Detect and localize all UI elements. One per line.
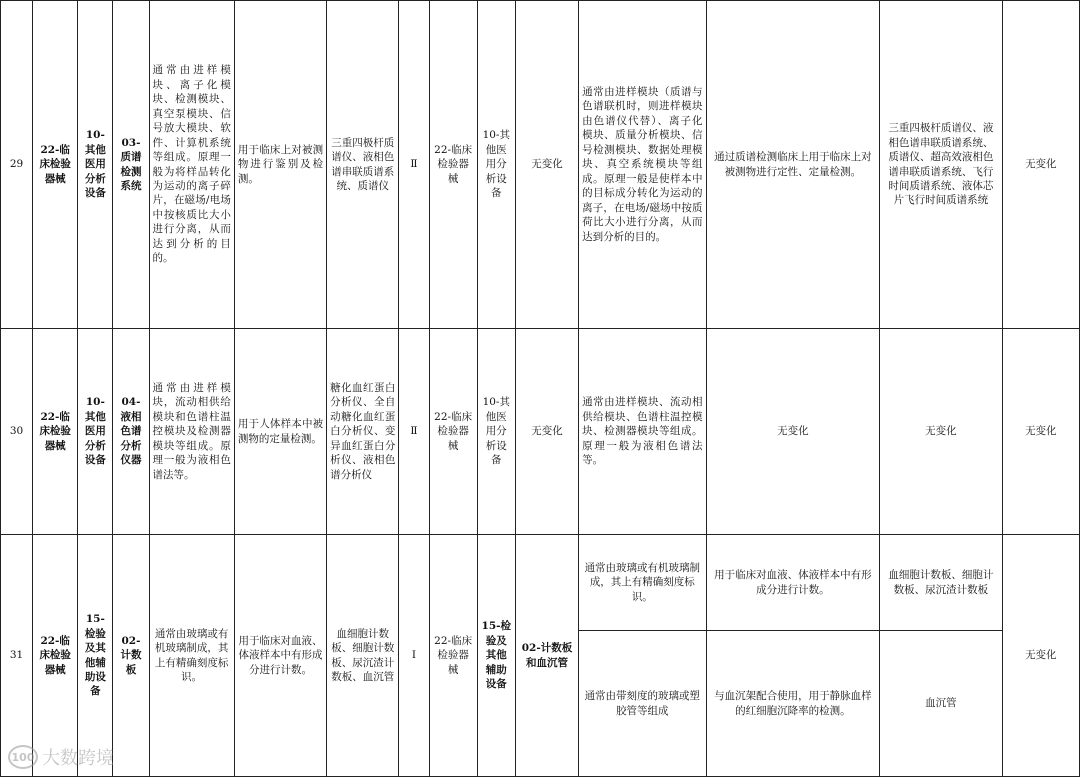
new-product-description: 通常由进样模块、流动相供给模块、色谱柱温控模块、检测器模块等组成。原理一般为液相色谱法等。 — [579, 329, 706, 535]
new-category-level-1: 22-临床检验器械 — [429, 329, 477, 535]
product-description: 通常由进样模块，流动相供给模块和色谱柱温控模块及检测器模块等组成。原理一般为液相色谱法等。 — [149, 329, 234, 535]
category-level-1: 22-临床检验器械 — [33, 535, 78, 777]
new-category-level-1: 22-临床检验器械 — [429, 535, 477, 777]
product-description: 通常由玻璃或有机玻璃制成，其上有精确刻度标识。 — [149, 535, 234, 777]
category-level-2: 15-检验及其他辅助设备 — [78, 535, 113, 777]
category-level-3: 03-质谱检测系统 — [113, 1, 149, 329]
category-level-1: 22-临床检验器械 — [33, 1, 78, 329]
intended-use: 用于临床对血液、体液样本中有形成分进行计数。 — [234, 535, 326, 777]
new-product-description: 通常由进样模块（质谱与色谱联机时，则进样模块由色谱仪代替）、离子化模块、质量分析模块、信号检测模块、数据处理模块、真空系统模块等组成。原理一般是使样本中的目标成分转化为运动的离子，在电场/磁场中按质荷比大小进行分离，从而达到分析的目的。 — [579, 1, 706, 329]
product-description: 通常由进样模块、离子化模块、检测模块、真空泵模块、信号放大模块、软件、计算机系统等组成。原理一般为将样品转化为运动的离子碎片，在磁场/电场中按核质比大小进行分离，从而达到分析的目的。 — [149, 1, 234, 329]
new-category-level-2: 10-其他医用分析设备 — [477, 1, 515, 329]
new-product-examples: 无变化 — [880, 329, 1002, 535]
product-examples: 糖化血红蛋白分析仪、全自动糖化血红蛋白分析仪、变异血红蛋白分析仪、液相色谱分析仪 — [327, 329, 399, 535]
new-product-examples: 血沉管 — [880, 631, 1002, 777]
management-class: Ⅱ — [399, 1, 429, 329]
table-row — [1, 535, 1080, 631]
new-management-class: 无变化 — [1002, 329, 1079, 535]
new-management-class: 无变化 — [1002, 535, 1079, 777]
new-intended-use: 与血沉架配合使用，用于静脉血样的红细胞沉降率的检测。 — [706, 631, 880, 777]
category-level-1: 22-临床检验器械 — [33, 329, 78, 535]
product-examples: 三重四极杆质谱仪、液相色谱串联质谱系统、质谱仪 — [327, 1, 399, 329]
new-category-level-2: 10-其他医用分析设备 — [477, 329, 515, 535]
new-intended-use: 通过质谱检测临床上用于临床上对被测物进行定性、定量检测。 — [706, 1, 880, 329]
new-category-level-3: 02-计数板和血沉管 — [515, 535, 578, 777]
row-number: 29 — [1, 1, 33, 329]
row-number: 30 — [1, 329, 33, 535]
new-product-description: 通常由玻璃或有机玻璃制成，其上有精确刻度标识。 — [579, 535, 706, 631]
new-product-examples: 三重四极杆质谱仪、液相色谱串联质谱系统、质谱仪、超高效液相色谱串联质谱系统、飞行时间质谱系统、液体芯片飞行时间质谱系统 — [880, 1, 1002, 329]
watermark-logo: 100 — [8, 745, 38, 769]
intended-use: 用于人体样本中被测物的定量检测。 — [234, 329, 326, 535]
management-class: Ⅰ — [399, 535, 429, 777]
new-category-level-3: 无变化 — [515, 1, 578, 329]
watermark — [8, 744, 114, 770]
table-row — [1, 1, 1080, 329]
category-level-3: 02-计数板 — [113, 535, 149, 777]
category-level-3: 04-液相色谱分析仪器 — [113, 329, 149, 535]
new-category-level-2: 15-检验及其他辅助设备 — [477, 535, 515, 777]
new-category-level-1: 22-临床检验器械 — [429, 1, 477, 329]
new-category-level-3: 无变化 — [515, 329, 578, 535]
category-level-2: 10-其他医用分析设备 — [78, 329, 113, 535]
watermark-text: 大数跨境 — [42, 748, 114, 769]
product-examples: 血细胞计数板、细胞计数板、尿沉渣计数板、血沉管 — [327, 535, 399, 777]
row-number: 31 — [1, 535, 33, 777]
new-product-description: 通常由带刻度的玻璃或塑胶管等组成 — [579, 631, 706, 777]
management-class: Ⅱ — [399, 329, 429, 535]
category-level-2: 10-其他医用分析设备 — [78, 1, 113, 329]
new-intended-use: 用于临床对血液、体液样本中有形成分进行计数。 — [706, 535, 880, 631]
intended-use: 用于临床上对被测物进行鉴别及检测。 — [234, 1, 326, 329]
new-intended-use: 无变化 — [706, 329, 880, 535]
table-row — [1, 329, 1080, 535]
new-management-class: 无变化 — [1002, 1, 1079, 329]
new-product-examples: 血细胞计数板、细胞计数板、尿沉渣计数板 — [880, 535, 1002, 631]
